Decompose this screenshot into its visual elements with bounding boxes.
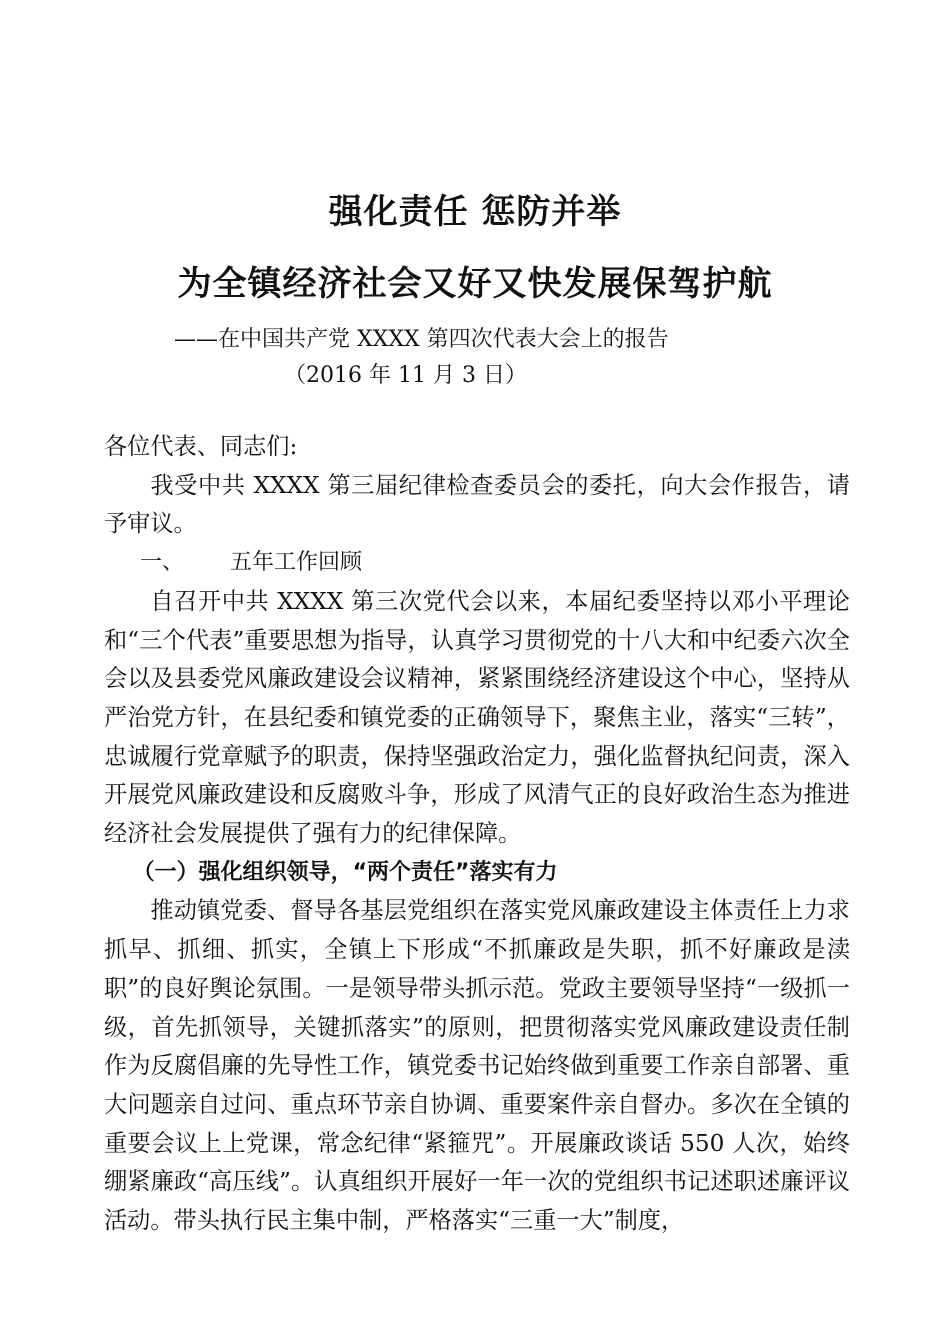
subsection-heading: （一）强化组织领导，“两个责任”落实有力 <box>132 859 558 885</box>
document-body <box>104 428 850 1241</box>
title-line-1: 强化责任 惩防并举 <box>328 192 622 232</box>
section-title: 五年工作回顾 <box>230 550 363 576</box>
section-paragraph: 自召开中共 XXXX 第三次党代会以来，本届纪委坚持以邓小平理论和“三个代表”重要思想为指导，认真学习贯彻党的十八大和中纪委六次全会以及县委党风廉政建设会议精神，紧紧围绕经济建设这个中心，坚持从严治党方针，在县纪委和镇党委的正确领导下，聚焦主业，落实“三转”，忠诚履行党章赋予的职责，保持坚强政治定力，强化监督执纪问责，深入开展党风廉政建设和反腐败斗争，形成了风清气正的良好政治生态为推进经济社会发展提供了强有力的纪律保障。 <box>104 587 850 848</box>
salutation: 各位代表、同志们: <box>104 433 298 460</box>
intro-paragraph: 我受中共 XXXX 第三届纪律检查委员会的委托，向大会作报告，请予审议。 <box>104 471 850 538</box>
section-heading <box>104 544 850 583</box>
section-number: 一、 <box>140 550 185 576</box>
report-date: （2016 年 11 月 3 日） <box>284 363 527 388</box>
title-line-2: 为全镇经济社会又好又快发展保驾护航 <box>177 264 773 304</box>
subsection-paragraph: 推动镇党委、督导各基层党组织在落实党风廉政建设主体责任上力求抓早、抓细、抓实，全镇上下形成“不抓廉政是失职，抓不好廉政是渎职”的良好舆论氛围。一是领导带头抓示范。党政主要领导坚持“一级抓一级，首先抓领导，关键抓落实”的原则，把贯彻落实党风廉政建设责任制作为反腐倡廉的先导性工作，镇党委书记始终做到重要工作亲自部署、重大问题亲自过问、重点环节亲自协调、重要案件亲自督办。多次在全镇的重要会议上上党课，常念纪律“紧箍咒”。开展廉政谈话 550 人次，始终绷紧廉政“高压线”。认真组织开展好一年一次的党组织书记述职述廉评议活动。带头执行民主集中制，严格落实“三重一大”制度， <box>104 897 850 1235</box>
report-subtitle: ——在中国共产党 XXXX 第四次代表大会上的报告 <box>174 327 669 352</box>
